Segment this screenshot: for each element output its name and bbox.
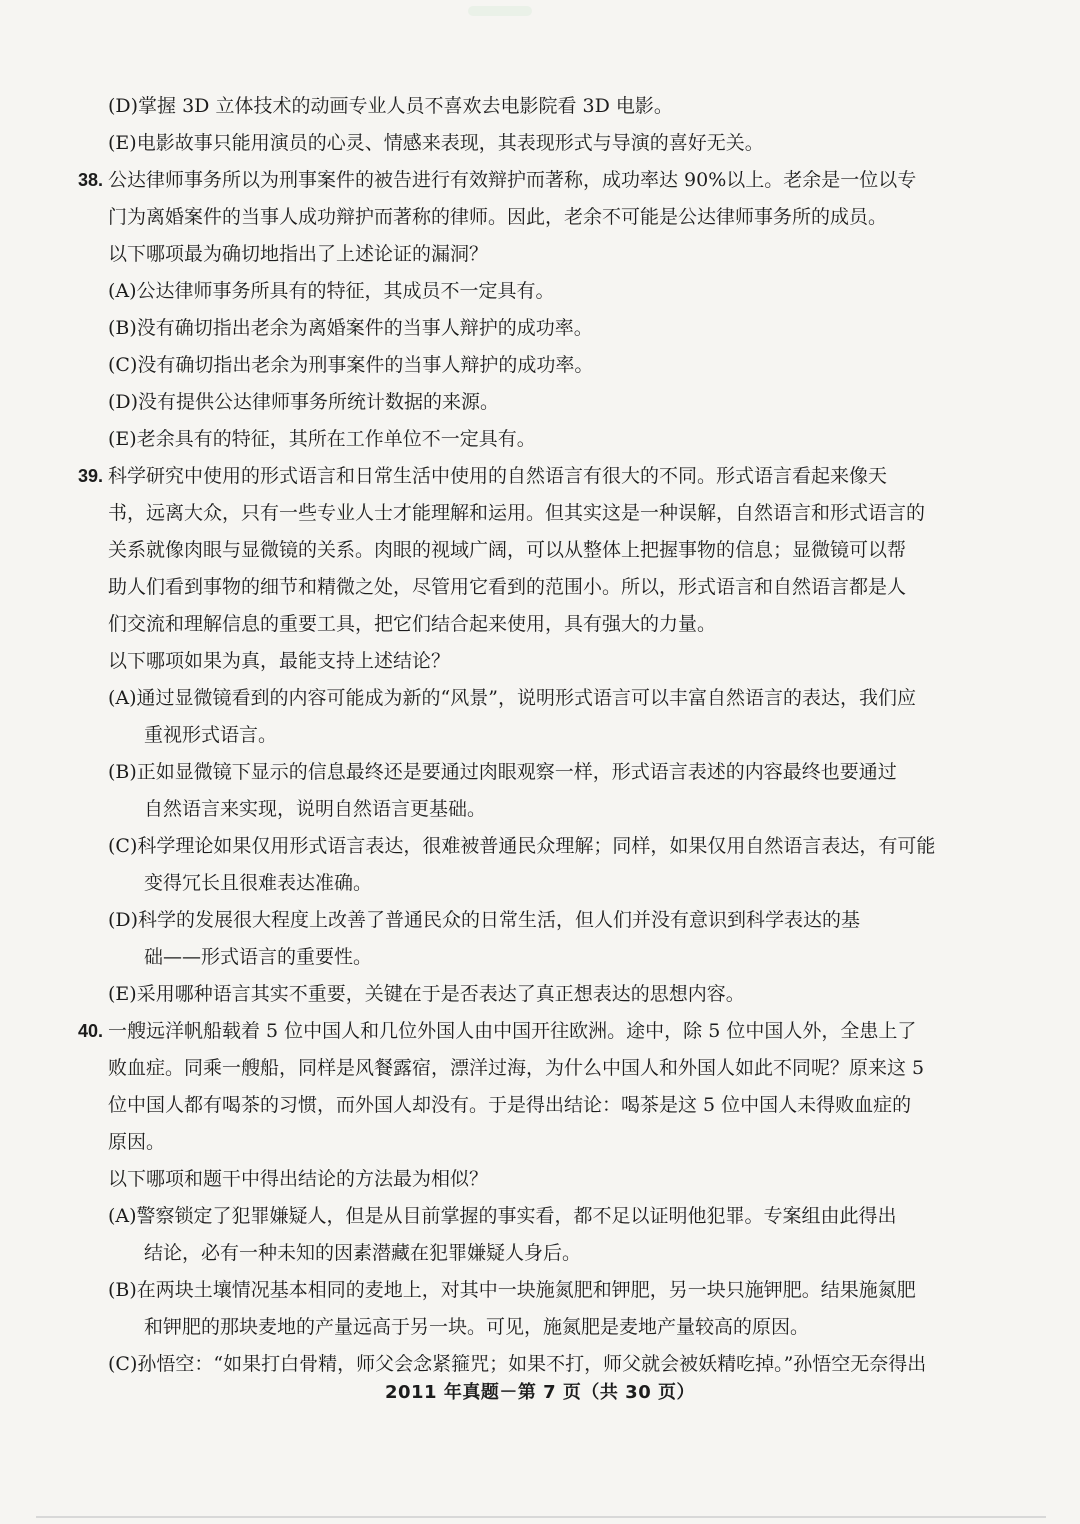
question-number: 39. — [78, 466, 104, 486]
answer-option: (C)科学理论如果仅用形式语言表达，很难被普通民众理解；同样，如果仅用自然语言表达，有可能 — [108, 835, 936, 857]
question-text-line: 原因。 — [108, 1131, 166, 1153]
answer-option: (B)没有确切指出老余为离婚案件的当事人辩护的成功率。 — [108, 317, 593, 339]
answer-option: (A)警察锁定了犯罪嫌疑人，但是从目前掌握的事实看，都不足以证明他犯罪。专案组由此得出 — [108, 1205, 897, 1227]
question-text-line: 位中国人都有喝茶的习惯，而外国人却没有。于是得出结论：喝茶是这 5 位中国人未得败血症的 — [108, 1094, 912, 1116]
question-text-line: 以下哪项如果为真，最能支持上述结论？ — [108, 650, 451, 672]
scan-mark — [468, 6, 532, 16]
option-continuation-line: 重视形式语言。 — [144, 724, 278, 746]
option-continuation-line: 础——形式语言的重要性。 — [144, 946, 373, 968]
question-text-line: 助人们看到事物的细节和精微之处，尽管用它看到的范围小。所以，形式语言和自然语言都是人 — [108, 576, 907, 598]
question-text: 公达律师事务所以为刑事案件的被告进行有效辩护而著称，成功率达 90%以上。老余是一位以专 — [108, 169, 917, 191]
answer-option: (B)在两块土壤情况基本相同的麦地上，对其中一块施氮肥和钾肥，另一块只施钾肥。结果施氮肥 — [108, 1279, 916, 1301]
option-continuation-line: 和钾肥的那块麦地的产量远高于另一块。可见，施氮肥是麦地产量较高的原因。 — [144, 1316, 810, 1338]
question-text: 科学研究中使用的形式语言和日常生活中使用的自然语言有很大的不同。形式语言看起来像天 — [108, 465, 888, 487]
answer-option: (E)采用哪种语言其实不重要，关键在于是否表达了真正想表达的思想内容。 — [108, 983, 745, 1005]
question-text-line: 门为离婚案件的当事人成功辩护而著称的律师。因此，老余不可能是公达律师事务所的成员。 — [108, 206, 888, 228]
question-stem-line — [80, 458, 960, 495]
answer-option: (D)掌握 3D 立体技术的动画专业人员不喜欢去电影院看 3D 电影。 — [108, 95, 673, 117]
answer-option: (B)正如显微镜下显示的信息最终还是要通过肉眼观察一样，形式语言表述的内容最终也要通过 — [108, 761, 897, 783]
answer-option: (D)没有提供公达律师事务所统计数据的来源。 — [108, 391, 500, 413]
question-text-line: 关系就像肉眼与显微镜的关系。肉眼的视域广阔，可以从整体上把握事物的信息；显微镜可以帮 — [108, 539, 907, 561]
question-text-line: 们交流和理解信息的重要工具，把它们结合起来使用，具有强大的力量。 — [108, 613, 717, 635]
question-text-line: 以下哪项和题干中得出结论的方法最为相似？ — [108, 1168, 489, 1190]
answer-option: (C)孙悟空：“如果打白骨精，师父会念紧箍咒；如果不打，师父就会被妖精吃掉。”孙悟空无奈得出 — [108, 1353, 927, 1375]
answer-option: (A)通过显微镜看到的内容可能成为新的“风景”，说明形式语言可以丰富自然语言的表达，我们应 — [108, 687, 916, 709]
page-footer: 2011 年真题－第 7 页（共 30 页） — [384, 1382, 695, 1403]
question-number: 38. — [78, 170, 104, 190]
question-content — [80, 88, 960, 1383]
question-stem-line — [80, 162, 960, 199]
answer-option: (D)科学的发展很大程度上改善了普通民众的日常生活，但人们并没有意识到科学表达的基 — [108, 909, 861, 931]
question-number: 40. — [78, 1021, 104, 1041]
answer-option: (E)电影故事只能用演员的心灵、情感来表现，其表现形式与导演的喜好无关。 — [108, 132, 764, 154]
question-text-line: 以下哪项最为确切地指出了上述论证的漏洞？ — [108, 243, 489, 265]
question-text-line: 败血症。同乘一艘船，同样是风餐露宿，漂洋过海，为什么中国人和外国人如此不同呢？原来这 5 — [108, 1057, 925, 1079]
answer-option: (C)没有确切指出老余为刑事案件的当事人辩护的成功率。 — [108, 354, 594, 376]
option-continuation-line: 结论，必有一种未知的因素潜藏在犯罪嫌疑人身后。 — [144, 1242, 582, 1264]
option-continuation-line: 变得冗长且很难表达准确。 — [144, 872, 373, 894]
question-text: 一艘远洋帆船载着 5 位中国人和几位外国人由中国开往欧洲。途中，除 5 位中国人外，全患上了 — [108, 1020, 917, 1042]
question-stem-line — [80, 1013, 960, 1050]
option-continuation-line: 自然语言来实现，说明自然语言更基础。 — [144, 798, 487, 820]
question-text-line: 书，远离大众，只有一些专业人士才能理解和运用。但其实这是一种误解，自然语言和形式语言的 — [108, 502, 926, 524]
answer-option: (A)公达律师事务所具有的特征，其成员不一定具有。 — [108, 280, 555, 302]
bottom-rule — [36, 1516, 1046, 1518]
answer-option: (E)老余具有的特征，其所在工作单位不一定具有。 — [108, 428, 536, 450]
